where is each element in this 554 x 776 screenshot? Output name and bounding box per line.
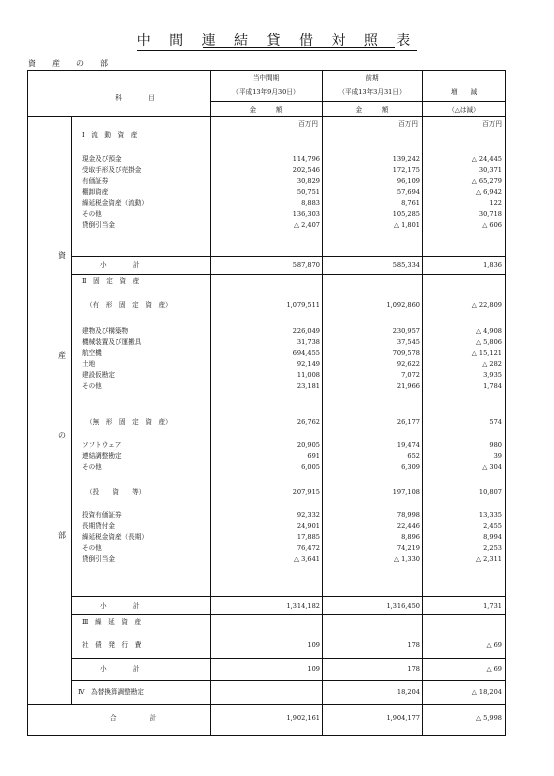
header-divider-lower xyxy=(28,116,506,117)
investment-row-current: 92,332 xyxy=(296,511,320,519)
grand-total-current: 1,902,161 xyxy=(286,714,320,722)
subtotal-line-1-bottom xyxy=(71,274,506,275)
current-asset-row-change: △ 606 xyxy=(482,221,502,229)
intangible-heading: （無 形 固 定 資 産） xyxy=(86,418,172,426)
intangible-row-change: 980 xyxy=(489,441,502,449)
investment-row-change: △ 2,311 xyxy=(475,555,502,563)
current-asset-row-previous: △ 1,801 xyxy=(393,221,420,229)
investment-row-previous: 8,896 xyxy=(401,533,420,541)
current-asset-row-label: 有価証券 xyxy=(82,177,109,185)
tangible-row-change: △ 5,806 xyxy=(475,338,502,346)
current-asset-row-previous: 105,285 xyxy=(392,210,420,218)
investment-row-current: 76,472 xyxy=(296,544,320,552)
column-divider-2 xyxy=(322,71,323,735)
tangible-row-label: その他 xyxy=(82,382,102,390)
investment-row-previous: 78,998 xyxy=(396,511,420,519)
current-assets-subtotal-current: 587,870 xyxy=(292,261,320,269)
investment-row-label: 繰延税金資産（長期） xyxy=(82,533,148,541)
intangible-row-label: その他 xyxy=(82,463,102,471)
tangible-row-change: 3,935 xyxy=(483,371,502,379)
investment-row-previous: △ 1,330 xyxy=(393,555,420,563)
current-asset-row-label: 受取手形及び売掛金 xyxy=(82,166,142,174)
tangible-row-label: 建設仮勘定 xyxy=(82,371,115,379)
tangible-row-label: 土地 xyxy=(82,360,96,368)
column-divider-1 xyxy=(210,71,211,735)
tangible-row-current: 31,738 xyxy=(296,338,320,346)
tangible-row-previous: 7,072 xyxy=(401,371,420,379)
subtotal-line-2-top xyxy=(71,596,506,597)
unit-2: 百万円 xyxy=(398,120,418,128)
current-assets-subtotal-label: 小 計 xyxy=(100,261,140,269)
header-period1-date: （平成13年9月30日） xyxy=(232,88,300,96)
tangible-row-label: 航空機 xyxy=(82,349,102,357)
investment-row-previous: 22,446 xyxy=(396,522,420,530)
header-divider-upper xyxy=(210,101,506,102)
tangible-row-previous: 709,578 xyxy=(392,349,420,357)
intangible-row-current: 20,905 xyxy=(296,441,320,449)
current-asset-row-label: その他 xyxy=(82,210,102,218)
tangible-total-previous: 1,092,860 xyxy=(386,301,420,309)
tangible-row-label: 機械装置及び運搬具 xyxy=(82,338,142,346)
current-asset-row-change: 122 xyxy=(489,199,502,207)
fixed-assets-subtotal-change: 1,731 xyxy=(483,602,502,610)
investment-row-label: 長期貸付金 xyxy=(82,522,115,530)
tangible-row-current: 226,049 xyxy=(292,327,320,335)
section-label: 資 産 の 部 xyxy=(28,59,112,68)
tangible-row-current: 694,455 xyxy=(292,349,320,357)
current-asset-row-previous: 96,109 xyxy=(396,177,420,185)
current-asset-row-label: 繰延税金資産（流動） xyxy=(82,199,148,207)
investments-total-change: 10,807 xyxy=(478,488,502,496)
header-period2: 前期 xyxy=(365,74,379,82)
current-asset-row-current: 202,546 xyxy=(292,166,320,174)
tangible-total-change: △ 22,809 xyxy=(471,301,502,309)
intangible-row-previous: 19,474 xyxy=(396,441,420,449)
subtotal-line-3-bottom xyxy=(71,680,506,681)
page-title: 中 間 連 結 貸 借 対 照 表 xyxy=(136,33,418,49)
current-asset-row-previous: 139,242 xyxy=(392,155,420,163)
deferred-asset-row-label: 社 債 発 行 費 xyxy=(82,641,142,649)
tangible-row-previous: 92,622 xyxy=(396,360,420,368)
current-assets-subtotal-previous: 585,334 xyxy=(392,261,420,269)
header-period2-date: （平成13年3月31日） xyxy=(338,88,406,96)
investment-row-current: 17,885 xyxy=(296,533,320,541)
investment-row-change: 2,253 xyxy=(483,544,502,552)
current-asset-row-change: 30,718 xyxy=(478,210,502,218)
fixed-assets-subtotal-label: 小 計 xyxy=(100,602,140,610)
category-divider xyxy=(71,117,72,704)
intangible-row-change: 39 xyxy=(493,452,502,460)
investment-row-change: 2,455 xyxy=(483,522,502,530)
current-asset-row-change: △ 24,445 xyxy=(471,155,502,163)
grand-total-label: 合 計 xyxy=(110,714,157,722)
fixed-assets-subtotal-previous: 1,316,450 xyxy=(386,602,420,610)
column-divider-3 xyxy=(422,71,423,735)
intangible-row-previous: 6,309 xyxy=(401,463,420,471)
investment-row-change: 8,994 xyxy=(483,533,502,541)
deferred-assets-subtotal-change: △ 69 xyxy=(486,665,502,673)
current-asset-row-change: △ 6,942 xyxy=(475,188,502,196)
header-amount-1: 金 額 xyxy=(249,106,283,114)
unit-1: 百万円 xyxy=(298,120,318,128)
fixed-assets-heading: Ⅱ 固 定 資 産 xyxy=(82,277,140,285)
investment-row-current: △ 3,641 xyxy=(293,555,320,563)
deferred-assets-subtotal-label: 小 計 xyxy=(100,665,140,673)
deferred-asset-row-previous: 178 xyxy=(407,641,420,649)
current-assets-heading: Ⅰ 流 動 資 産 xyxy=(82,131,138,139)
tangible-row-current: 11,008 xyxy=(296,371,320,379)
grand-total-previous: 1,904,177 xyxy=(386,714,420,722)
header-amount-2: 金 額 xyxy=(355,106,389,114)
intangible-row-label: 連結調整勘定 xyxy=(82,452,122,460)
title-underline xyxy=(203,47,395,48)
investment-row-label: 貸倒引当金 xyxy=(82,555,115,563)
vertical-label-4: 部 xyxy=(58,531,66,540)
current-asset-row-current: △ 2,407 xyxy=(293,221,320,229)
intangible-row-change: △ 304 xyxy=(482,463,502,471)
vertical-label-2: 産 xyxy=(58,351,66,360)
deferred-assets-heading: Ⅲ 繰 延 資 産 xyxy=(82,618,142,626)
header-kamoku: 科 目 xyxy=(115,94,155,102)
fx-adjustment-label: Ⅳ 為替換算調整勘定 xyxy=(78,688,144,696)
unit-3: 百万円 xyxy=(482,120,502,128)
intangible-row-previous: 652 xyxy=(407,452,420,460)
tangible-row-change: △ 4,908 xyxy=(475,327,502,335)
investment-row-previous: 74,219 xyxy=(396,544,420,552)
intangible-row-label: ソフトウェア xyxy=(82,441,122,449)
tangible-row-label: 建物及び構築物 xyxy=(82,327,129,335)
current-asset-row-previous: 172,175 xyxy=(392,166,420,174)
header-period1: 当中間期 xyxy=(252,74,280,82)
investment-row-current: 24,901 xyxy=(296,522,320,530)
tangible-heading: （有 形 固 定 資 産） xyxy=(86,301,172,309)
header-change: 増 減 xyxy=(450,88,478,96)
current-asset-row-current: 8,883 xyxy=(301,199,320,207)
intangible-total-current: 26,762 xyxy=(296,418,320,426)
current-asset-row-label: 棚卸資産 xyxy=(82,188,109,196)
current-asset-row-current: 30,829 xyxy=(296,177,320,185)
current-asset-row-current: 50,751 xyxy=(296,188,320,196)
current-asset-row-label: 現金及び預金 xyxy=(82,155,122,163)
total-line-top xyxy=(28,704,506,705)
investments-heading: （投 資 等） xyxy=(86,488,146,496)
tangible-row-previous: 21,966 xyxy=(396,382,420,390)
tangible-row-previous: 37,545 xyxy=(396,338,420,346)
tangible-row-change: 1,784 xyxy=(483,382,502,390)
fx-adjustment-previous: 18,204 xyxy=(396,688,420,696)
subtotal-line-1-top xyxy=(71,256,506,257)
current-asset-row-previous: 8,761 xyxy=(401,199,420,207)
current-asset-row-change: △ 65,279 xyxy=(471,177,502,185)
current-asset-row-current: 136,303 xyxy=(292,210,320,218)
current-asset-row-current: 114,796 xyxy=(292,155,320,163)
investments-total-previous: 197,108 xyxy=(392,488,420,496)
tangible-row-current: 92,149 xyxy=(296,360,320,368)
intangible-row-current: 691 xyxy=(307,452,320,460)
tangible-row-change: △ 15,121 xyxy=(471,349,502,357)
grand-total-change: △ 5,998 xyxy=(475,714,502,722)
intangible-row-current: 6,005 xyxy=(301,463,320,471)
tangible-total-current: 1,079,511 xyxy=(286,301,320,309)
investment-row-label: 投資有価証券 xyxy=(82,511,122,519)
vertical-label-3: の xyxy=(58,431,66,440)
fx-adjustment-change: △ 18,204 xyxy=(471,688,502,696)
fixed-assets-subtotal-current: 1,314,182 xyxy=(286,602,320,610)
tangible-row-previous: 230,957 xyxy=(392,327,420,335)
vertical-label-1: 資 xyxy=(58,251,66,260)
current-asset-row-previous: 57,694 xyxy=(396,188,420,196)
subtotal-line-3-top xyxy=(71,658,506,659)
deferred-assets-subtotal-current: 109 xyxy=(307,665,320,673)
tangible-row-current: 23,181 xyxy=(296,382,320,390)
intangible-total-previous: 26,177 xyxy=(396,418,420,426)
deferred-asset-row-current: 109 xyxy=(307,641,320,649)
investments-total-current: 207,915 xyxy=(292,488,320,496)
current-assets-subtotal-change: 1,836 xyxy=(483,261,502,269)
investment-row-label: その他 xyxy=(82,544,102,552)
investment-row-change: 13,335 xyxy=(478,511,502,519)
intangible-total-change: 574 xyxy=(489,418,502,426)
current-asset-row-change: 30,371 xyxy=(478,166,502,174)
deferred-asset-row-change: △ 69 xyxy=(486,641,502,649)
tangible-row-change: △ 282 xyxy=(482,360,502,368)
deferred-assets-subtotal-previous: 178 xyxy=(407,665,420,673)
header-change-unit: （△は減） xyxy=(448,106,480,114)
current-asset-row-label: 貸倒引当金 xyxy=(82,221,115,229)
subtotal-line-2-bottom xyxy=(71,614,506,615)
